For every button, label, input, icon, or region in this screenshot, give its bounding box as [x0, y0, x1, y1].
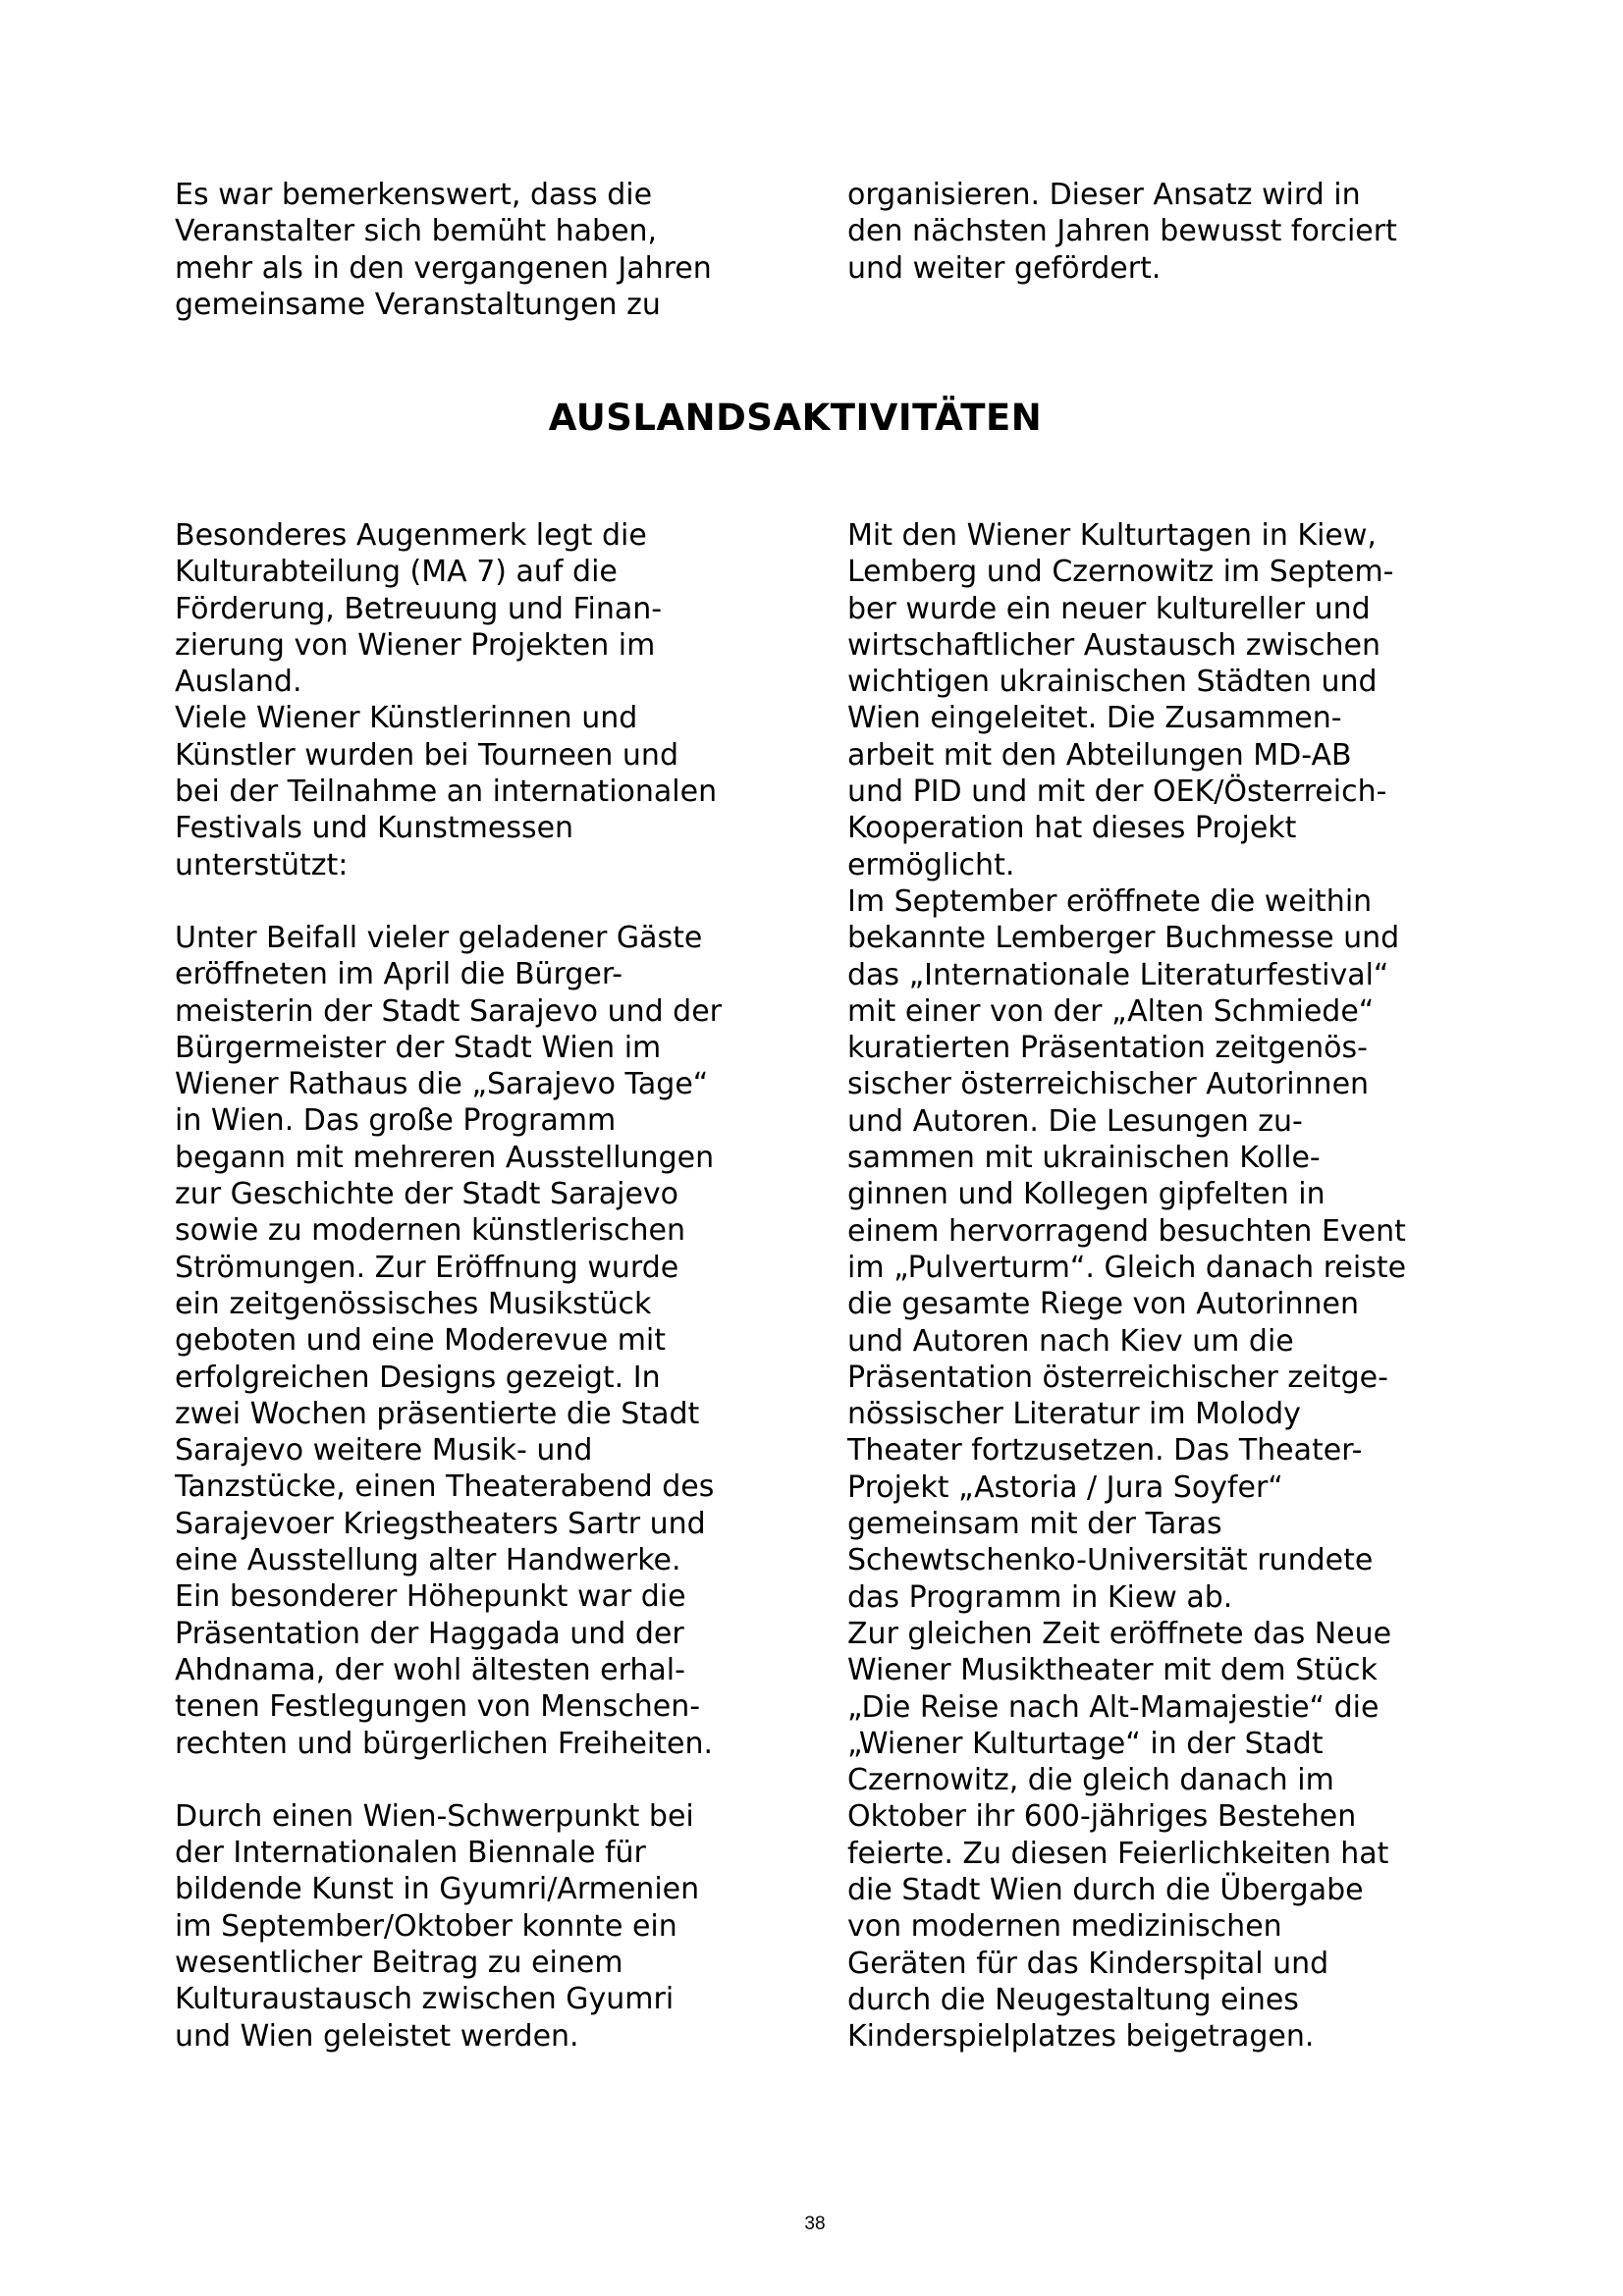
intro-left-paragraph: Es war bemerkenswert, dass die Veranstalter sich bemüht haben, mehr als in den vergangenen Jahren gemeinsame Veranstaltungen zu [175, 178, 712, 322]
intro-right-column [847, 177, 1436, 287]
intro-left-column [175, 177, 764, 323]
intro-right-paragraph: organisieren. Dieser Ansatz wird in den nächsten Jahren bewusst forciert und weiter gefördert. [847, 178, 1397, 286]
paragraph: Unter Beifall vieler geladener Gäste eröffneten im April die Bürger- meisterin der Stadt Sarajevo und der Bürgermeister der Stadt Wien im Wiener Rathaus die „Sarajevo Tage“ in Wien. Das große Programm begann mit mehreren Ausstellungen zur Geschichte der Stadt Sarajevo sowie zu modernen künstlerischen Strömungen. Zur Eröffnung wurde ein zeitgenössisches Musikstück geboten und eine Moderevue mit erfolgreichen Designs gezeigt. In zwei Wochen präsentierte die Stadt Sarajevo weitere Musik- und Tanzstücke, einen Theaterabend des Sarajevoer Kriegstheaters Sartr und eine Ausstellung alter Handwerke. Ein besonderer Höhepunkt war die Präsentation der Haggada und der Ahdnama, der wohl ältesten erhal- tenen Festlegungen von Menschen- rechten und bürgerlichen Freiheiten. [175, 920, 723, 1761]
paragraph: Mit den Wiener Kulturtagen in Kiew, Lemberg und Czernowitz im Septem- ber wurde ein neuer kultureller und wirtschaftlicher Austausch zwischen wichtigen ukrainischen Städten und Wien eingeleitet. Die Zusammen- arbeit mit den Abteilungen MD-AB und PID und mit der OEK/Österreich- Kooperation hat dieses Projekt ermöglicht. [847, 518, 1394, 882]
left-column [175, 517, 764, 2055]
paragraph: Besonderes Augenmerk legt die Kulturabteilung (MA 7) auf die Förderung, Betreuung und Finan- zierung von Wiener Projekten im Ausland. [175, 518, 663, 700]
right-column [847, 517, 1436, 2055]
paragraph-gap [175, 883, 764, 920]
section-heading: AUSLANDSAKTIVITÄTEN [548, 397, 1043, 439]
paragraph: Durch einen Wien-Schwerpunkt bei der Internationalen Biennale für bildende Kunst in Gyumri/Armenien im September/Oktober konnte ein wesentlicher Beitrag zu einem Kulturaustausch zwischen Gyumri und Wien geleistet werden. [175, 1798, 700, 2054]
paragraph-gap [175, 1762, 764, 1798]
paragraph: Im September eröffnete die weithin bekannte Lemberger Buchmesse und das „Internationale Literaturfestival“ mit einer von der „Alten Schmiede“ kuratierten Präsentation zeitgenös- sischer österreichischer Autorinnen und Autoren. Die Lesungen zu- sammen mit ukrainischen Kolle- ginnen und Kollegen gipfelten in einem hervorragend besuchten Event im „Pulverturm“. Gleich danach reiste die gesamte Riege von Autorinnen und Autoren nach Kiev um die Präsentation österreichischer zeitge- nössischer Literatur im Molody Theater fortzusetzen. Das Theater- Projekt „Astoria / Jura Soyfer“ gemeinsam mit der Taras Schewtschenko-Universität rundete das Programm in Kiew ab. [847, 883, 1407, 1615]
page-number: 38 [804, 2214, 826, 2234]
paragraph: Viele Wiener Künstlerinnen und Künstler wurden bei Tourneen und bei der Teilnahme an internationalen Festivals und Kunstmessen unterstützt: [175, 701, 718, 882]
paragraph: Zur gleichen Zeit eröffnete das Neue Wiener Musiktheater mit dem Stück „Die Reise nach Alt-Mamajestie“ die „Wiener Kulturtage“ in der Stadt Czernowitz, die gleich danach im Oktober ihr 600-jähriges Bestehen feierte. Zu diesen Feierlichkeiten hat die Stadt Wien durch die Übergabe von modernen medizinischen Geräten für das Kinderspital und durch die Neugestaltung eines Kinderspielplatzes beigetragen. [847, 1616, 1392, 2055]
